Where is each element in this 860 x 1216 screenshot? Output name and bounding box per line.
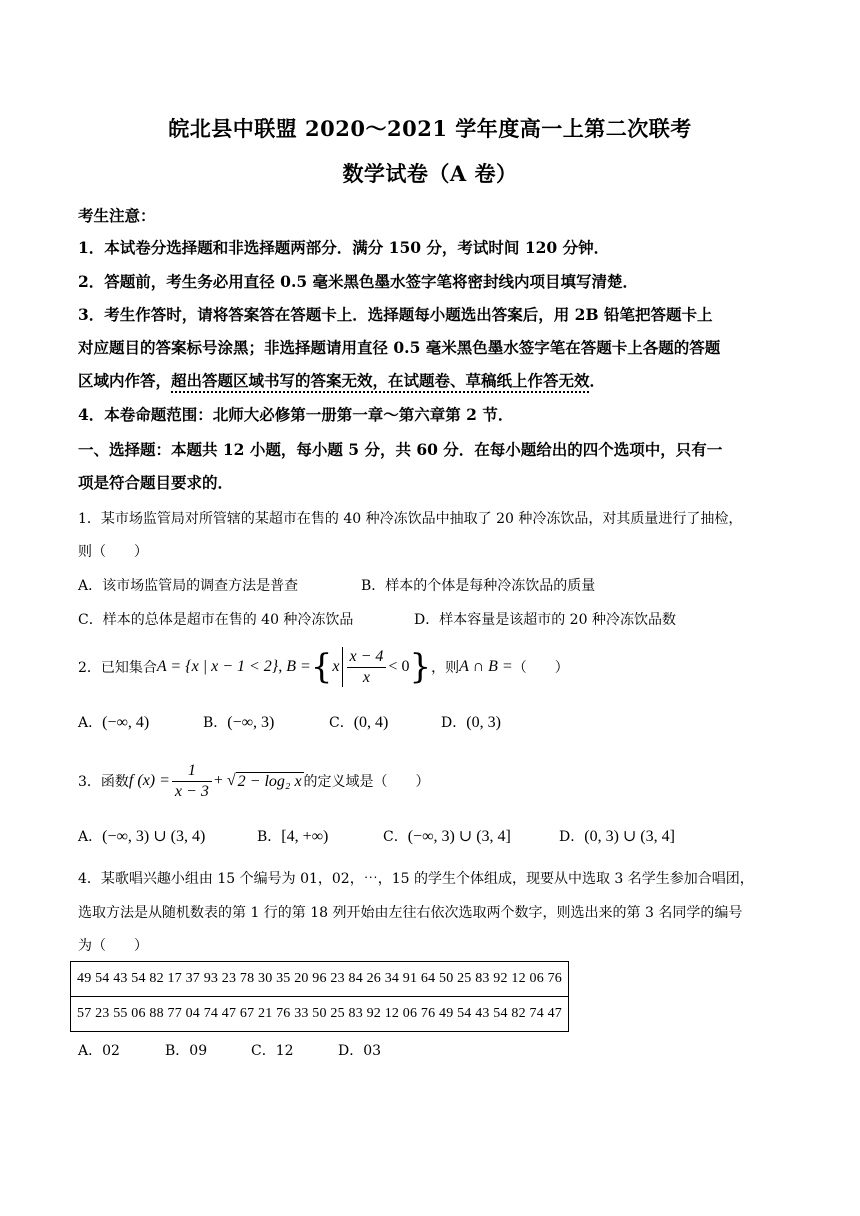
question-3-radicand: 2 − log₂ x — [237, 772, 302, 790]
question-4-option-a: A．02 — [78, 1043, 120, 1059]
question-4-option-d: D．03 — [338, 1043, 382, 1059]
question-2-fraction — [347, 647, 387, 688]
table-cell: 49 54 43 54 82 17 37 93 23 78 30 35 20 96 23 84 26 34 91 64 50 25 83 92 12 06 76 — [71, 962, 569, 997]
option-label: C． — [329, 715, 354, 731]
option-value: (−∞, 4) — [102, 714, 150, 731]
question-2-variable: x — [332, 658, 340, 675]
notice-item-3-emphasis: 超出答题区域书写的答案无效，在试题卷、草稿纸上作答无效 — [171, 371, 590, 390]
question-4-option-b: B．09 — [165, 1043, 208, 1059]
notice-item-3-end: ． — [589, 371, 606, 390]
question-2-option-d — [441, 712, 501, 732]
question-1-stem-line-1: 1．某市场监管局对所管辖的某超市在售的 40 种冷冻饮品中抽取了 20 种冷冻饮品，对其质量进行了抽检， — [78, 511, 743, 527]
notice-item-2: 2．答题前，考生务必用直径 0.5 毫米黑色墨水签字笔将密封线内项目填写清楚． — [78, 272, 639, 291]
question-3-prefix: 3．函数 — [78, 774, 129, 790]
question-3-option-a — [78, 826, 205, 846]
option-label: A． — [78, 715, 103, 731]
option-label: B． — [257, 829, 282, 845]
question-3-fraction — [172, 761, 212, 802]
random-number-table — [70, 961, 569, 1032]
set-bar-symbol — [342, 647, 343, 687]
notice-item-3-prefix: 区域内作答， — [78, 371, 172, 390]
option-value: [4, +∞) — [281, 828, 329, 845]
question-1-option-c: C．样本的总体是超市在售的 40 种冷冻饮品 — [78, 612, 354, 628]
section-1-heading-line-1: 一、选择题：本题共 12 小题，每小题 5 分，共 60 分．在每小题给出的四个选项中，只有一 — [78, 440, 723, 459]
question-2-stem — [78, 645, 569, 689]
notice-item-1: 1．本试卷分选择题和非选择题两部分．满分 150 分，考试时间 120 分钟． — [78, 238, 610, 257]
option-value: (−∞, 3) — [227, 714, 275, 731]
question-1-stem-line-2: 则（ ） — [78, 544, 148, 560]
option-value: (0, 3) — [466, 714, 501, 731]
notice-item-3-line-2: 对应题目的答案标号涂黑；非选择题请用直径 0.5 毫米黑色墨水签字笔在答题卡上各题的答题 — [78, 338, 721, 357]
option-value: (0, 3) ∪ (3, 4] — [584, 828, 675, 845]
option-value: (−∞, 3) ∪ (3, 4) — [102, 828, 206, 845]
question-2-ask: A ∩ B = — [459, 658, 513, 675]
notice-item-3-line-1: 3．考生作答时，请将答案答在答题卡上．选择题每小题选出答案后，用 2B 铅笔把答题卡上 — [78, 305, 713, 324]
option-label: C． — [383, 829, 408, 845]
question-2-condition-tail: < 0 — [388, 658, 410, 675]
table-row — [71, 962, 569, 997]
question-1-option-d: D．样本容量是该超市的 20 种冷冻饮品数 — [414, 612, 676, 628]
question-1-option-b: B．样本的个体是每种冷冻饮品的质量 — [361, 578, 596, 594]
option-label: D． — [441, 715, 467, 731]
table-cell: 57 23 55 06 88 77 04 74 47 67 21 76 33 50 25 83 92 12 06 76 49 54 43 54 82 74 47 — [71, 997, 569, 1032]
question-3-option-d — [559, 826, 675, 846]
question-3-stem — [78, 757, 430, 805]
option-label: A． — [78, 829, 103, 845]
question-3-option-b — [257, 826, 328, 846]
question-2-fraction-numerator: x − 4 — [347, 647, 387, 668]
question-3-fraction-numerator: 1 — [172, 761, 212, 782]
question-4-stem-line-2: 选取方法是从随机数表的第 1 行的第 18 列开始由左往右依次选取两个数字，则选出来的第 3 名同学的编号 — [78, 905, 743, 921]
question-2-set-a: A = {x | x − 1 < 2}, B = — [156, 658, 311, 675]
question-4-stem-line-1: 4．某歌唱兴趣小组由 15 个编号为 01，02，⋯，15 的学生个体组成，现要从中选取 3 名学生参加合唱团， — [78, 871, 754, 887]
notice-item-3-line-3 — [78, 369, 605, 391]
question-4-option-c: C．12 — [251, 1043, 294, 1059]
question-3-plus-sqrt: + √ — [213, 772, 236, 789]
option-value: (−∞, 3) ∪ (3, 4] — [407, 828, 511, 845]
question-2-option-a — [78, 712, 149, 732]
question-1-option-a: A．该市场监管局的调查方法是普查 — [78, 578, 299, 594]
right-brace-symbol: } — [409, 647, 432, 687]
section-1-heading-line-2: 项是符合题目要求的． — [78, 473, 234, 492]
left-brace-symbol: { — [310, 647, 333, 687]
question-2-prefix: 2．已知集合 — [78, 660, 157, 676]
notice-heading: 考生注意： — [78, 206, 156, 225]
exam-subtitle: 数学试卷（A 卷） — [342, 161, 518, 186]
question-3-function: f (x) = — [128, 772, 170, 789]
table-row — [71, 997, 569, 1032]
question-3-option-c — [383, 826, 511, 846]
question-4-stem-line-3: 为（ ） — [78, 938, 148, 954]
exam-title: 皖北县中联盟 2020～2021 学年度高一上第二次联考 — [168, 116, 692, 141]
question-2-option-c — [329, 712, 388, 732]
question-2-paren: （ ） — [512, 660, 569, 676]
option-label: D． — [559, 829, 585, 845]
question-3-fraction-denominator: x − 3 — [174, 782, 209, 800]
question-2-suffix: ，则 — [431, 660, 460, 676]
option-label: B． — [203, 715, 228, 731]
question-3-suffix: 的定义域是（ ） — [303, 774, 430, 790]
notice-item-4: 4．本卷命题范围：北师大必修第一册第一章～第六章第 2 节． — [78, 405, 514, 424]
question-2-fraction-denominator: x — [362, 668, 371, 686]
option-value: (0, 4) — [353, 714, 389, 731]
question-2-option-b — [203, 712, 274, 732]
